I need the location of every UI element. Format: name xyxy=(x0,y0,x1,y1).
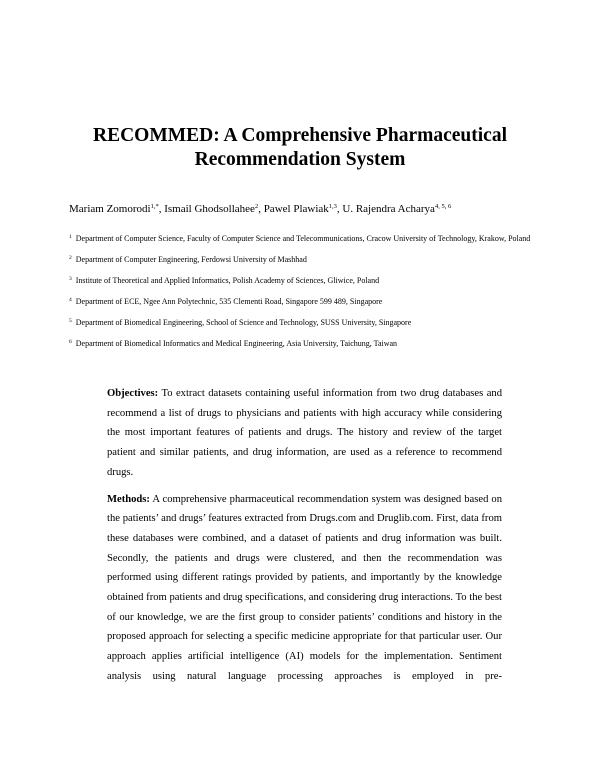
affiliation-number: 3 xyxy=(69,276,72,282)
methods-label: Methods: xyxy=(107,493,150,505)
affiliation-item xyxy=(69,275,533,287)
methods-text: A comprehensive pharmaceutical recommendation system was designed based on the patients’ and drugs’ features extracted from Drugs.com and Druglib.com. First, data from these databases were combined, and a dataset of patients and drug information was built. Secondly, the patients and drugs were clustered, and then the recommendation was performed using different ratings provided by patients, and importantly by the knowledge obtained from patients and drug specifications, and considering drug interactions. To the best of our knowledge, we are the first group to consider patients’ conditions and history in the proposed approach for selecting a specific medicine appropriate for that particular user. Our approach applies artificial intelligence (AI) models for the implementation. Sentiment analysis using natural language processing approaches is employed in pre- xyxy=(107,493,502,682)
abstract-objectives xyxy=(107,384,502,483)
affiliation-text: Department of Computer Science, Faculty of Computer Science and Telecommunications, Cracow University of Technology, Krakow, Poland xyxy=(75,234,531,243)
objectives-label: Objectives: xyxy=(107,388,159,399)
affiliation-number: 2 xyxy=(69,255,72,261)
author-affil-marker: 2 xyxy=(254,203,259,210)
author-list: Mariam Zomorodi$^{1,*}$, Ismail Ghodsollahee$^2$, Pawel Plawiak$^{1,3}$, U. Rajendra Acharya$^{4, 5, 6}$ xyxy=(69,203,452,215)
paper-title xyxy=(60,124,540,172)
title-line-2: Recommendation System xyxy=(194,149,406,170)
affiliation-number: 1 xyxy=(69,234,72,240)
objectives-text: To extract datasets containing useful information from two drug databases and recommend a list of drugs to physicians and patients with high accuracy while considering the most important features of patients and drugs. The history and review of the target patient and similar patients, and drug information, are used as a reference to recommend drugs. xyxy=(107,388,502,478)
author-affil-marker: 1,3 xyxy=(328,203,337,210)
author-affil-marker: 4, 5, 6 xyxy=(434,203,452,210)
affiliation-number: 4 xyxy=(69,297,72,303)
affiliation-text: Department of Computer Engineering, Ferdowsi University of Mashhad xyxy=(75,255,307,264)
affiliation-number: 6 xyxy=(69,339,72,345)
affiliation-list xyxy=(69,233,533,350)
affiliation-number: 5 xyxy=(69,318,72,324)
affiliation-item xyxy=(69,233,533,245)
affiliation-text: Department of ECE, Ngee Ann Polytechnic, 535 Clementi Road, Singapore 599 489, Singapore xyxy=(75,297,383,306)
author-name: Pawel Plawiak xyxy=(263,203,329,215)
affiliation-item xyxy=(69,338,533,350)
affiliation-text: Department of Biomedical Engineering, School of Science and Technology, SUSS University, Singapore xyxy=(75,318,412,327)
title-line-1: RECOMMED: A Comprehensive Pharmaceutical xyxy=(93,125,507,146)
affiliation-item xyxy=(69,296,533,308)
affiliation-text: Department of Biomedical Informatics and Medical Engineering, Asia University, Taichung, Taiwan xyxy=(75,339,398,348)
affiliation-text: Institute of Theoretical and Applied Informatics, Polish Academy of Sciences, Gliwice, Poland xyxy=(75,276,380,285)
abstract-methods xyxy=(107,490,502,687)
author-name: Mariam Zomorodi xyxy=(69,203,151,215)
author-name: U. Rajendra Acharya xyxy=(342,203,435,215)
abstract xyxy=(107,384,502,687)
author-affil-marker: 1,* xyxy=(150,203,159,210)
affiliation-item xyxy=(69,317,533,329)
affiliation-item xyxy=(69,254,533,266)
author-name: Ismail Ghodsollahee xyxy=(164,203,255,215)
